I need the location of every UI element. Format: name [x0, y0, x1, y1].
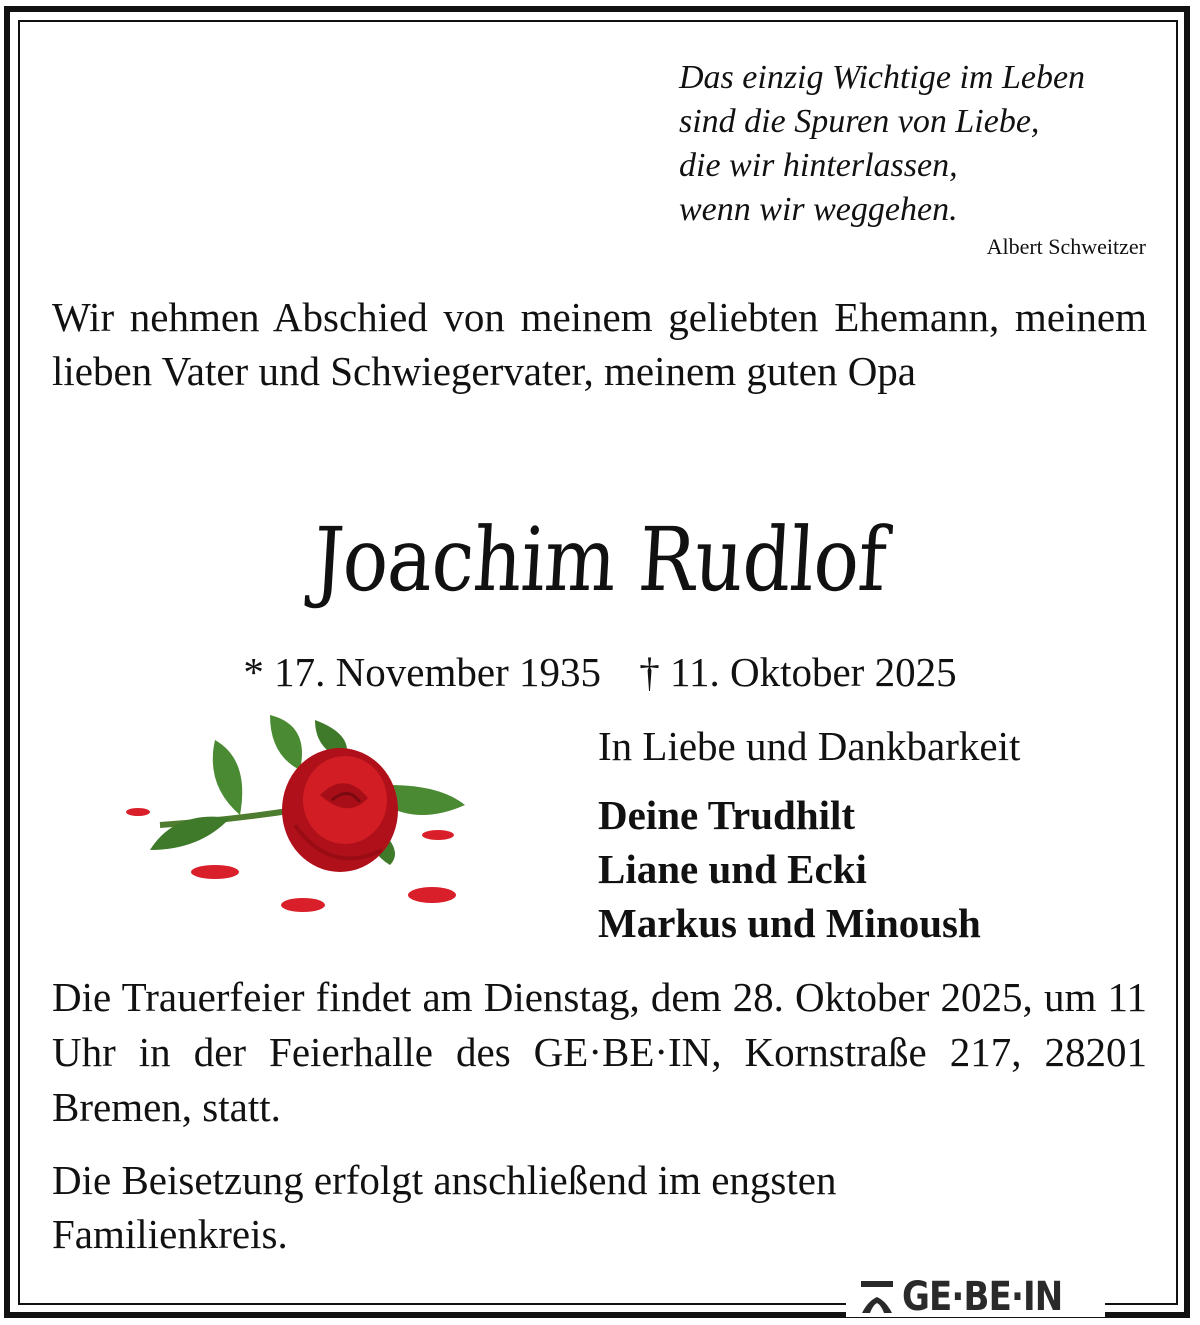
life-dates [0, 648, 1200, 696]
birth-date: * 17. November 1935 [243, 649, 601, 695]
quote-line: die wir hinterlassen, [679, 147, 958, 184]
ceremony-info: Die Trauerfeier findet am Dienstag, dem 28. Oktober 2025, um 11 Uhr in der Feierhalle des GE·BE·IN, Kornstraße 217, 28201 Bremen, statt. [52, 974, 1147, 1130]
burial-info: Die Beisetzung erfolgt anschließend im engsten Familienkreis. [52, 1157, 837, 1257]
gebein-logo [846, 1274, 1105, 1320]
family-block [598, 722, 1020, 950]
family-member: Liane und Ecki [598, 846, 867, 892]
quote-author: Albert Schweitzer [986, 234, 1146, 259]
rose-image [120, 700, 480, 920]
quote [679, 56, 1159, 232]
deceased-name [0, 508, 1200, 611]
quote-line: Das einzig Wichtige im Leben [679, 59, 1086, 96]
gebein-logo-icon [858, 1279, 896, 1315]
deceased-name-text: Joachim Rudlof [310, 508, 890, 611]
family-member: Markus und Minoush [598, 900, 981, 946]
family-member: Deine Trudhilt [598, 792, 856, 838]
quote-line: wenn wir weggehen. [679, 191, 958, 228]
family-intro: In Liebe und Dankbarkeit [598, 723, 1021, 769]
gebein-logo-text: GE·BE·IN [902, 1274, 1063, 1320]
quote-line: sind die Spuren von Liebe, [679, 103, 1040, 140]
death-date: † 11. Oktober 2025 [639, 649, 957, 695]
intro-text: Wir nehmen Abschied von meinem geliebten Ehemann, meinem lieben Vater und Schwiegervater, meinem guten Opa [52, 294, 1147, 394]
